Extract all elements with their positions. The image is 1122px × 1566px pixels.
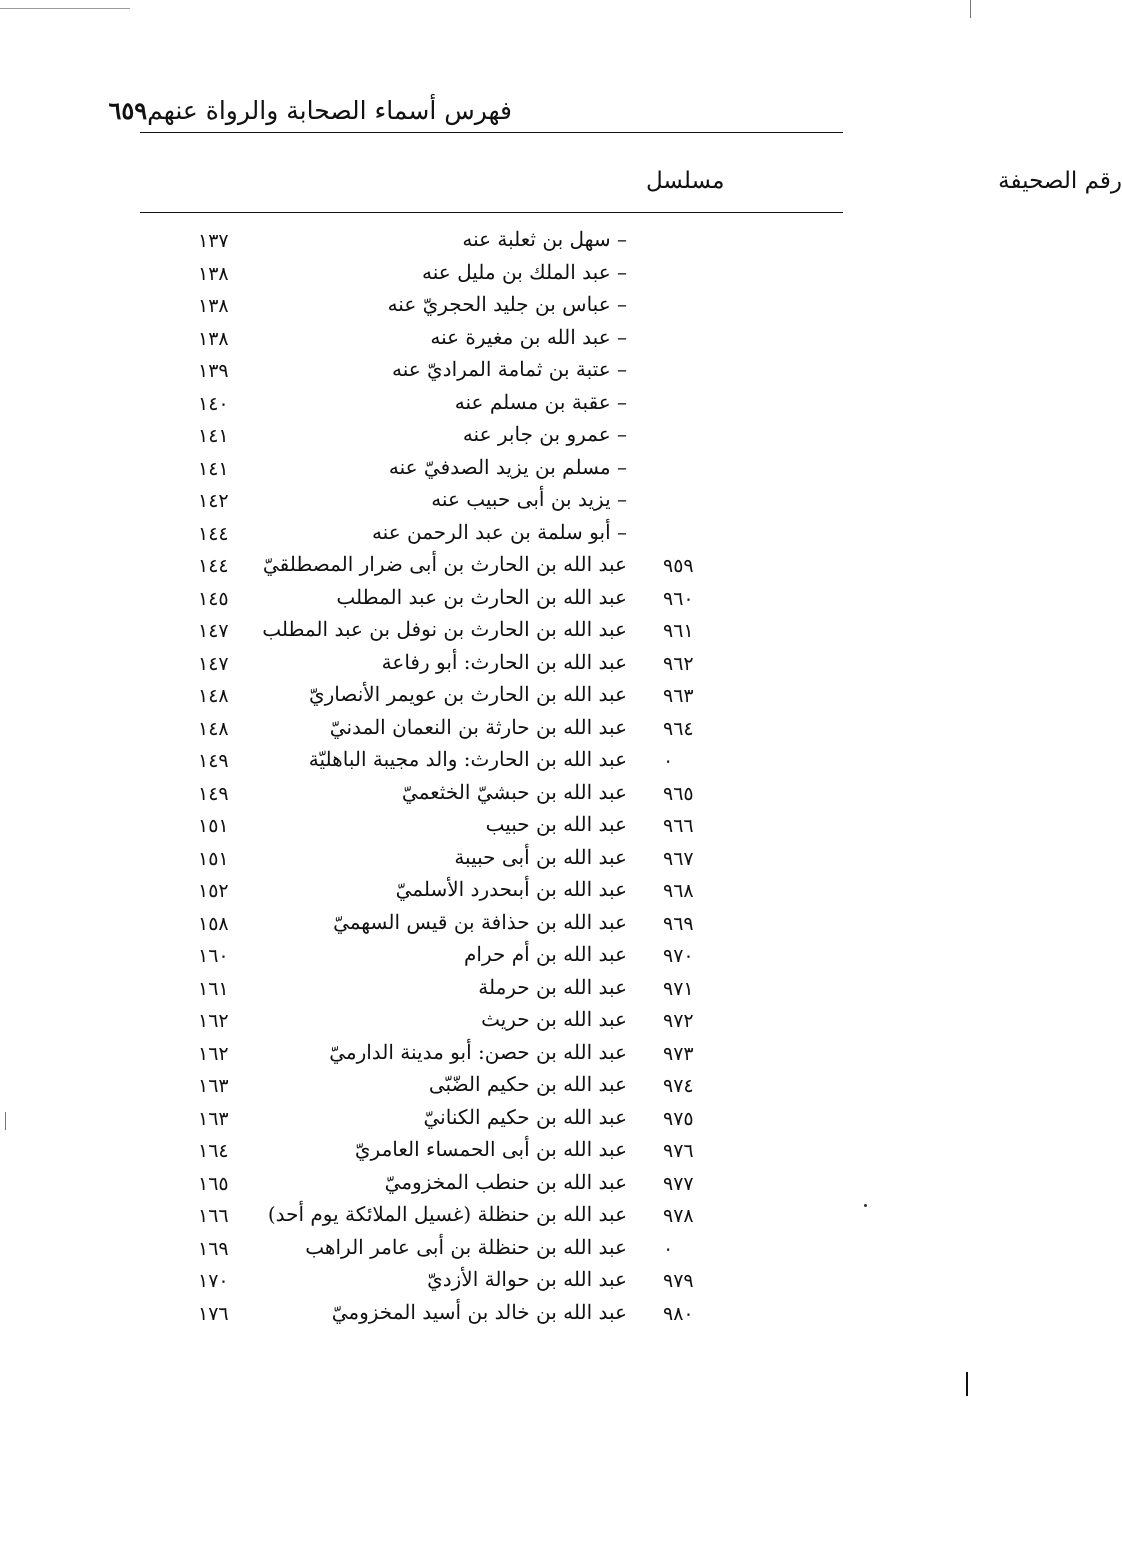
index-row <box>140 974 703 1007</box>
row-serial: ٩٦٢ <box>663 652 694 675</box>
row-page-number: ١٣٨ <box>198 327 229 350</box>
row-name: عبد الله بن حصن: أبو مدينة الدارميّ <box>329 1039 627 1064</box>
row-name: عبد الله بن أبى الحمساء العامريّ <box>354 1137 627 1161</box>
row-name: عبد الله بن حنظلة (غسيل الملائكة يوم أحد) <box>267 1202 627 1226</box>
index-row <box>140 259 703 292</box>
index-row <box>140 779 703 812</box>
index-row <box>140 811 703 844</box>
index-row <box>140 1071 703 1104</box>
row-name: عبد الله بن أبىحدرد الأسلميّ <box>395 877 627 901</box>
index-row <box>140 941 703 974</box>
row-page-number: ١٦٢ <box>198 1042 229 1065</box>
row-serial: ٩٦١ <box>663 620 694 642</box>
row-name: عبد الله بن حكيم الكنانيّ <box>423 1104 627 1129</box>
scan-edge-mark <box>970 0 971 18</box>
row-page-number: ١٤٨ <box>198 717 229 740</box>
row-serial: ٩٧٩ <box>663 1270 694 1292</box>
row-page-number: ١٥٢ <box>198 880 229 902</box>
column-header-page: رقم الصحيفة <box>998 168 1122 194</box>
index-row <box>140 909 703 942</box>
row-serial: ٩٦٥ <box>663 782 694 805</box>
row-page-number: ١٤٠ <box>198 392 229 415</box>
index-row <box>140 616 703 649</box>
row-page-number: ١٤٤ <box>198 522 229 545</box>
row-name: – يزيد بن أبى حبيب عنه <box>431 487 627 511</box>
row-page-number: ١٤١ <box>198 425 229 447</box>
row-page-number: ١٤٢ <box>198 490 229 512</box>
row-name: عبد الله بن حنظلة بن أبى عامر الراهب <box>305 1234 627 1259</box>
index-row <box>140 226 703 259</box>
index-row <box>140 324 703 357</box>
row-name: – سهل بن ثعلبة عنه <box>462 227 627 251</box>
page-number: ٦٥٩ <box>108 95 148 125</box>
index-row <box>140 1266 703 1299</box>
row-name: عبد الله بن حرملة <box>478 974 627 999</box>
row-page-number: ١٦١ <box>198 977 229 1000</box>
row-page-number: ١٥١ <box>198 847 229 870</box>
row-page-number: ١٤١ <box>198 457 229 480</box>
index-row <box>140 746 703 779</box>
row-name: عبد الله بن الحارث بن عبد المطلب <box>336 584 627 609</box>
row-page-number: ١٣٨ <box>198 295 229 317</box>
index-row <box>140 1104 703 1137</box>
row-page-number: ١٦٣ <box>198 1075 229 1097</box>
row-name: – عتبة بن ثمامة المراديّ عنه <box>391 357 627 381</box>
row-serial: ٩٦٤ <box>663 717 694 740</box>
column-header-serial: مسلسل <box>646 168 725 194</box>
row-page-number: ١٤٧ <box>198 652 229 675</box>
row-name: عبد الله بن أبى حبيبة <box>454 844 627 869</box>
row-serial: ٩٧١ <box>663 977 694 1000</box>
row-name: عبد الله بن حوالة الأزديّ <box>427 1267 627 1291</box>
index-row <box>140 356 703 389</box>
row-page-number: ١٣٨ <box>198 262 229 285</box>
running-head <box>108 88 512 132</box>
row-page-number: ١٤٧ <box>198 620 229 642</box>
index-row <box>140 844 703 877</box>
index-row <box>140 421 703 454</box>
row-page-number: ١٦٠ <box>198 945 229 967</box>
row-name: عبد الله بن الحارث بن أبى ضرار المصطلقيّ <box>262 552 627 576</box>
scan-edge-mark <box>5 1112 6 1130</box>
row-name: عبد الله بن الحارث بن نوفل بن عبد المطلب <box>262 617 627 641</box>
index-row <box>140 584 703 617</box>
index-row <box>140 551 703 584</box>
row-page-number: ١٤٤ <box>198 555 229 577</box>
row-serial: ٩٧٧ <box>663 1172 694 1195</box>
row-page-number: ١٥٨ <box>198 912 229 935</box>
row-serial: ٩٦٠ <box>663 587 694 610</box>
row-page-number: ١٦٤ <box>198 1140 229 1162</box>
row-serial: ٩٧٨ <box>663 1205 694 1227</box>
scan-edge-rule <box>0 8 130 9</box>
index-row <box>140 1039 703 1072</box>
index-row <box>140 454 703 487</box>
index-row <box>140 1006 703 1039</box>
index-row <box>140 1299 703 1332</box>
index-row <box>140 486 703 519</box>
row-serial: ٩٨٠ <box>663 1302 694 1325</box>
index-row <box>140 291 703 324</box>
row-name: – عبد الله بن مغيرة عنه <box>430 324 627 349</box>
row-serial: ٩٦٩ <box>663 912 694 935</box>
row-page-number: ١٤٥ <box>198 587 229 610</box>
row-serial: ٩٧٥ <box>663 1107 694 1130</box>
row-serial: ٠ <box>663 750 674 772</box>
row-name: – مسلم بن يزيد الصدفيّ عنه <box>388 454 627 479</box>
index-row <box>140 1201 703 1234</box>
row-name: – عبد الملك بن مليل عنه <box>422 259 627 284</box>
row-serial: ٩٦٦ <box>663 815 694 837</box>
row-serial: ٩٦٨ <box>663 880 694 902</box>
row-name: – أبو سلمة بن عبد الرحمن عنه <box>371 519 627 544</box>
index-row <box>140 519 703 552</box>
row-serial: ٩٧٤ <box>663 1075 694 1097</box>
index-row <box>140 1169 703 1202</box>
index-row <box>140 876 703 909</box>
row-name: عبد الله بن الحارث بن عويمر الأنصاريّ <box>308 682 627 706</box>
index-row <box>140 714 703 747</box>
row-name: عبد الله بن حبيب <box>485 812 627 836</box>
row-serial: ٩٧٠ <box>663 945 694 967</box>
row-page-number: ١٥١ <box>198 815 229 837</box>
row-name: عبد الله بن الحارث: أبو رفاعة <box>381 649 627 674</box>
header-rule <box>140 132 843 133</box>
page-title: فهرس أسماء الصحابة والرواة عنهم <box>147 95 512 125</box>
row-name: عبد الله بن حنطب المخزوميّ <box>384 1169 627 1194</box>
row-name: عبد الله بن حبشيّ الخثعميّ <box>401 779 627 804</box>
row-page-number: ١٤٩ <box>198 782 229 805</box>
row-name: – عباس بن جليد الحجريّ عنه <box>387 292 627 316</box>
index-row <box>140 649 703 682</box>
row-serial: ٩٦٣ <box>663 685 694 707</box>
index-row <box>140 681 703 714</box>
row-page-number: ١٦٢ <box>198 1010 229 1032</box>
column-header-rule <box>140 212 843 213</box>
row-serial: ٩٧٦ <box>663 1140 694 1162</box>
index-row <box>140 1234 703 1267</box>
index-row <box>140 1136 703 1169</box>
row-page-number: ١٣٧ <box>198 230 229 252</box>
row-name: عبد الله بن أم حرام <box>464 942 627 966</box>
row-name: عبد الله بن خالد بن أسيد المخزوميّ <box>331 1299 627 1324</box>
row-serial: ٠ <box>663 1237 674 1260</box>
row-page-number: ١٦٩ <box>198 1237 229 1260</box>
row-serial: ٩٧٢ <box>663 1010 694 1032</box>
row-page-number: ١٤٩ <box>198 750 229 772</box>
row-name: – عمرو بن جابر عنه <box>462 422 627 446</box>
row-serial: ٩٥٩ <box>663 555 694 577</box>
row-name: عبد الله بن حذافة بن قيس السهميّ <box>333 909 627 934</box>
row-serial: ٩٦٧ <box>663 847 694 870</box>
index-row <box>140 389 703 422</box>
row-page-number: ١٣٩ <box>198 360 229 382</box>
row-name: عبد الله بن حريث <box>481 1007 627 1031</box>
row-page-number: ١٦٥ <box>198 1172 229 1195</box>
row-name: – عقبة بن مسلم عنه <box>454 389 627 414</box>
row-page-number: ١٦٣ <box>198 1107 229 1130</box>
row-name: عبد الله بن الحارث: والد مجيبة الباهليّة <box>308 747 627 771</box>
row-name: عبد الله بن حارثة بن النعمان المدنيّ <box>329 714 627 739</box>
row-page-number: ١٦٦ <box>198 1205 229 1227</box>
row-serial: ٩٧٣ <box>663 1042 694 1065</box>
row-page-number: ١٧٠ <box>198 1270 229 1292</box>
index-list <box>140 226 703 1331</box>
row-name: عبد الله بن حكيم الضّبّى <box>428 1072 627 1096</box>
row-page-number: ١٧٦ <box>198 1302 229 1325</box>
row-page-number: ١٤٨ <box>198 685 229 707</box>
